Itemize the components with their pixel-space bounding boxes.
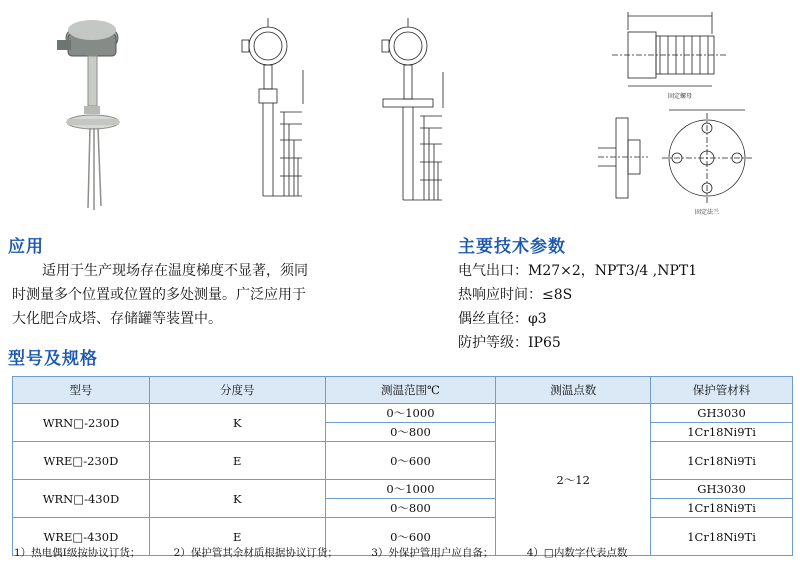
header-points: 测温点数	[496, 377, 651, 404]
model-heading: 型号及规格	[8, 349, 98, 369]
model-cell: WRN□-230D	[13, 404, 150, 442]
range-cell: 0～1000	[325, 480, 496, 499]
range-cell: 0～1000	[325, 404, 496, 423]
table-row	[13, 404, 793, 423]
range-cell: 0～600	[325, 442, 496, 480]
range-cell: 0～600	[325, 518, 496, 556]
table-header-row	[13, 377, 793, 404]
fixing-flange-drawing	[598, 110, 752, 203]
grade-cell: K	[149, 480, 325, 518]
grade-cell: E	[149, 442, 325, 480]
grade-cell: E	[149, 518, 325, 556]
footnote-1: 1）热电偶I级按协议订货；	[14, 547, 141, 559]
table-row	[13, 518, 793, 537]
application-line-1: 适用于生产现场存在温度梯度不显著，须同	[42, 263, 308, 279]
grade-cell: K	[149, 404, 325, 442]
range-cell: 0～800	[325, 499, 496, 518]
side-view-drawing	[242, 18, 303, 196]
spec-protection-grade: 防护等级：IP65	[458, 335, 561, 351]
model-cell: WRE□-430D	[13, 518, 150, 556]
table-row	[13, 480, 793, 499]
product-drawings	[0, 0, 800, 228]
flange-view-drawing	[382, 18, 443, 200]
spec-wire-diameter: 偶丝直径：φ3	[458, 311, 547, 327]
range-cell: 0～800	[325, 423, 496, 442]
specs-heading: 主要技术参数	[458, 237, 566, 257]
spec-response-time: 热响应时间：≤8S	[458, 287, 573, 303]
table-row	[13, 442, 793, 461]
header-material: 保护管材料	[651, 377, 793, 404]
material-cell: GH3030	[651, 404, 793, 423]
fixing-nut-label: 固定螺母	[668, 93, 693, 100]
footnote-3: 3）外保护管用户应自备；	[371, 547, 494, 559]
fixing-flange-label: 固定法兰	[695, 209, 720, 216]
footnotes	[14, 545, 627, 560]
product-photo	[57, 20, 119, 210]
fixing-nut-drawing	[612, 12, 726, 86]
header-range: 测温范围℃	[325, 377, 496, 404]
footnote-2: 2）保护管其余材质根据协议订货；	[173, 547, 338, 559]
material-cell: GH3030	[651, 480, 793, 499]
spec-electrical-outlet: 电气出口：M27×2，NPT3/4 ,NPT1	[458, 263, 698, 279]
model-cell: WRN□-430D	[13, 480, 150, 518]
footnote-4: 4）□内数字代表点数	[526, 547, 628, 559]
material-cell: 1Cr18Ni9Ti	[651, 423, 793, 442]
header-model: 型号	[13, 377, 150, 404]
points-cell: 2～12	[496, 404, 651, 556]
model-spec-table	[12, 376, 793, 556]
application-line-3: 大化肥合成塔、存储罐等装置中。	[12, 311, 222, 327]
header-grade: 分度号	[149, 377, 325, 404]
model-cell: WRE□-230D	[13, 442, 150, 480]
application-heading: 应用	[8, 237, 44, 257]
material-cell: 1Cr18Ni9Ti	[651, 499, 793, 518]
application-line-2: 时测量多个位置或位置的多处测量。广泛应用于	[12, 287, 306, 303]
material-cell: 1Cr18Ni9Ti	[651, 442, 793, 480]
material-cell: 1Cr18Ni9Ti	[651, 518, 793, 556]
